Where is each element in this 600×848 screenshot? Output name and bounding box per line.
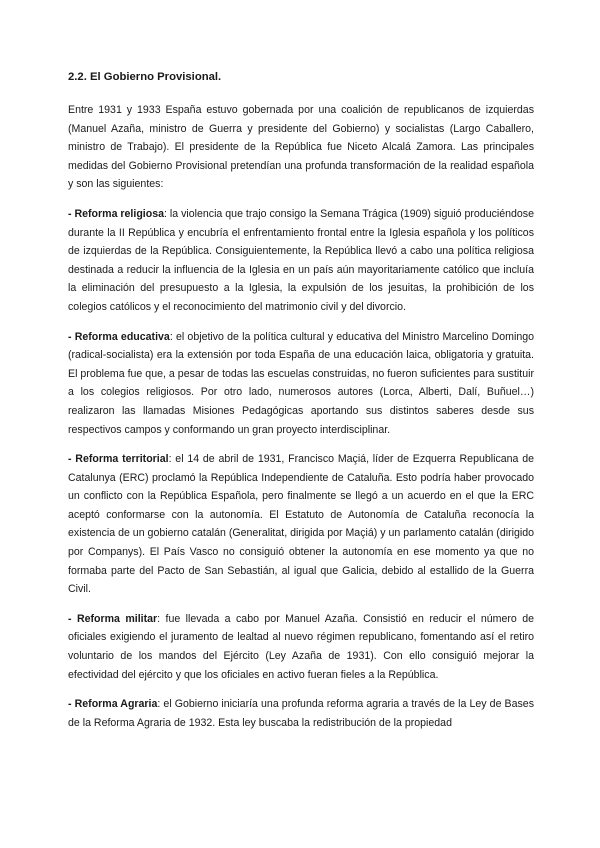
term-label: - Reforma territorial bbox=[68, 453, 169, 466]
paragraph-reforma-territorial bbox=[68, 450, 534, 599]
paragraph-reforma-agraria bbox=[68, 695, 534, 732]
term-label: - Reforma Agraria bbox=[68, 698, 158, 711]
intro-paragraph: Entre 1931 y 1933 España estuvo gobernada por una coalición de republicanos de izquierdas (Manuel Azaña, ministro de Guerra y presidente del Gobierno) y socialistas (Largo Caballero, ministro de Trabajo). El presidente de la República fue Niceto Alcalá Zamora. Las principales medidas del Gobierno Provisional pretendían una profunda transformación de la realidad española y son las siguientes: bbox=[68, 104, 534, 191]
paragraph-text: : el objetivo de la política cultural y educativa del Ministro Marcelino Domingo (radical-socialista) era la extensión por toda España de una educación laica, obligatoria y gratuita. El problema fue que, a pesar de todas las escuelas construidas, no fueron suficientes para sustituir a los colegios religiosos. Por otro lado, numerosos autores (Lorca, Alberti, Dalí, Buñuel…) realizaron las llamadas Misiones Pedagógicas aportando sus distintos saberes desde sus respectivos campos y conformando un gran proyecto interdisciplinar. bbox=[68, 330, 535, 436]
term-label: - Reforma militar bbox=[68, 612, 158, 625]
paragraph-text: : la violencia que trajo consigo la Semana Trágica (1909) siguió produciéndose durante la II República y encubría el enfrentamiento frontal entre la Iglesia española y los políticos de izquierdas de la República. Consiguientemente, la República llevó a cabo una política religiosa destinada a reducir la influencia de la Iglesia en un país aún mayoritariamente católico que incluía la eliminación del presupuesto a la Iglesia, la expulsión de los jesuitas, la prohibición de los colegios católicos y el reconocimiento del matrimonio civil y del divorcio. bbox=[68, 207, 534, 313]
paragraph-reforma-religiosa bbox=[68, 205, 534, 317]
section-heading: 2.2. El Gobierno Provisional. bbox=[68, 71, 222, 83]
paragraph-reforma-militar bbox=[68, 610, 534, 684]
paragraph-text: : fue llevada a cabo por Manuel Azaña. Consistió en reducir el número de oficiales exigiendo el juramento de lealtad al nuevo régimen republicano, fomentando así el retiro voluntario de los mandos del Ejército (Ley Azaña de 1931). Con ello consiguió mejorar la efectividad del ejército y que los oficiales en activo fueran fieles a la República. bbox=[68, 612, 534, 681]
term-label: - Reforma religiosa bbox=[68, 207, 164, 220]
term-label: - Reforma educativa bbox=[68, 330, 170, 343]
paragraph-reforma-educativa bbox=[68, 328, 534, 440]
paragraph-text: : el Gobierno iniciaría una profunda reforma agraria a través de la Ley de Bases de la Reforma Agraria de 1932. Esta ley buscaba la redistribución de la propiedad bbox=[68, 698, 534, 729]
paragraph-text: : el 14 de abril de 1931, Francisco Maçiá, líder de Ezquerra Republicana de Catalunya (ERC) proclamó la República Independiente de Cataluña. Esto podría haber provocado un conflicto con la República Española, pero finalmente se llegó a un acuerdo en el que la ERC aceptó conformarse con la autonomía. El Estatuto de Autonomía de Cataluña reconocía la existencia de un gobierno catalán (Generalitat, dirigida por Maçiá) y un parlamento catalán (dirigido por Companys). El País Vasco no consiguió obtener la autonomía en ese momento ya que no formaba parte del Pacto de San Sebastián, al igual que Galicia, debido al estallido de la Guerra Civil. bbox=[68, 453, 534, 596]
